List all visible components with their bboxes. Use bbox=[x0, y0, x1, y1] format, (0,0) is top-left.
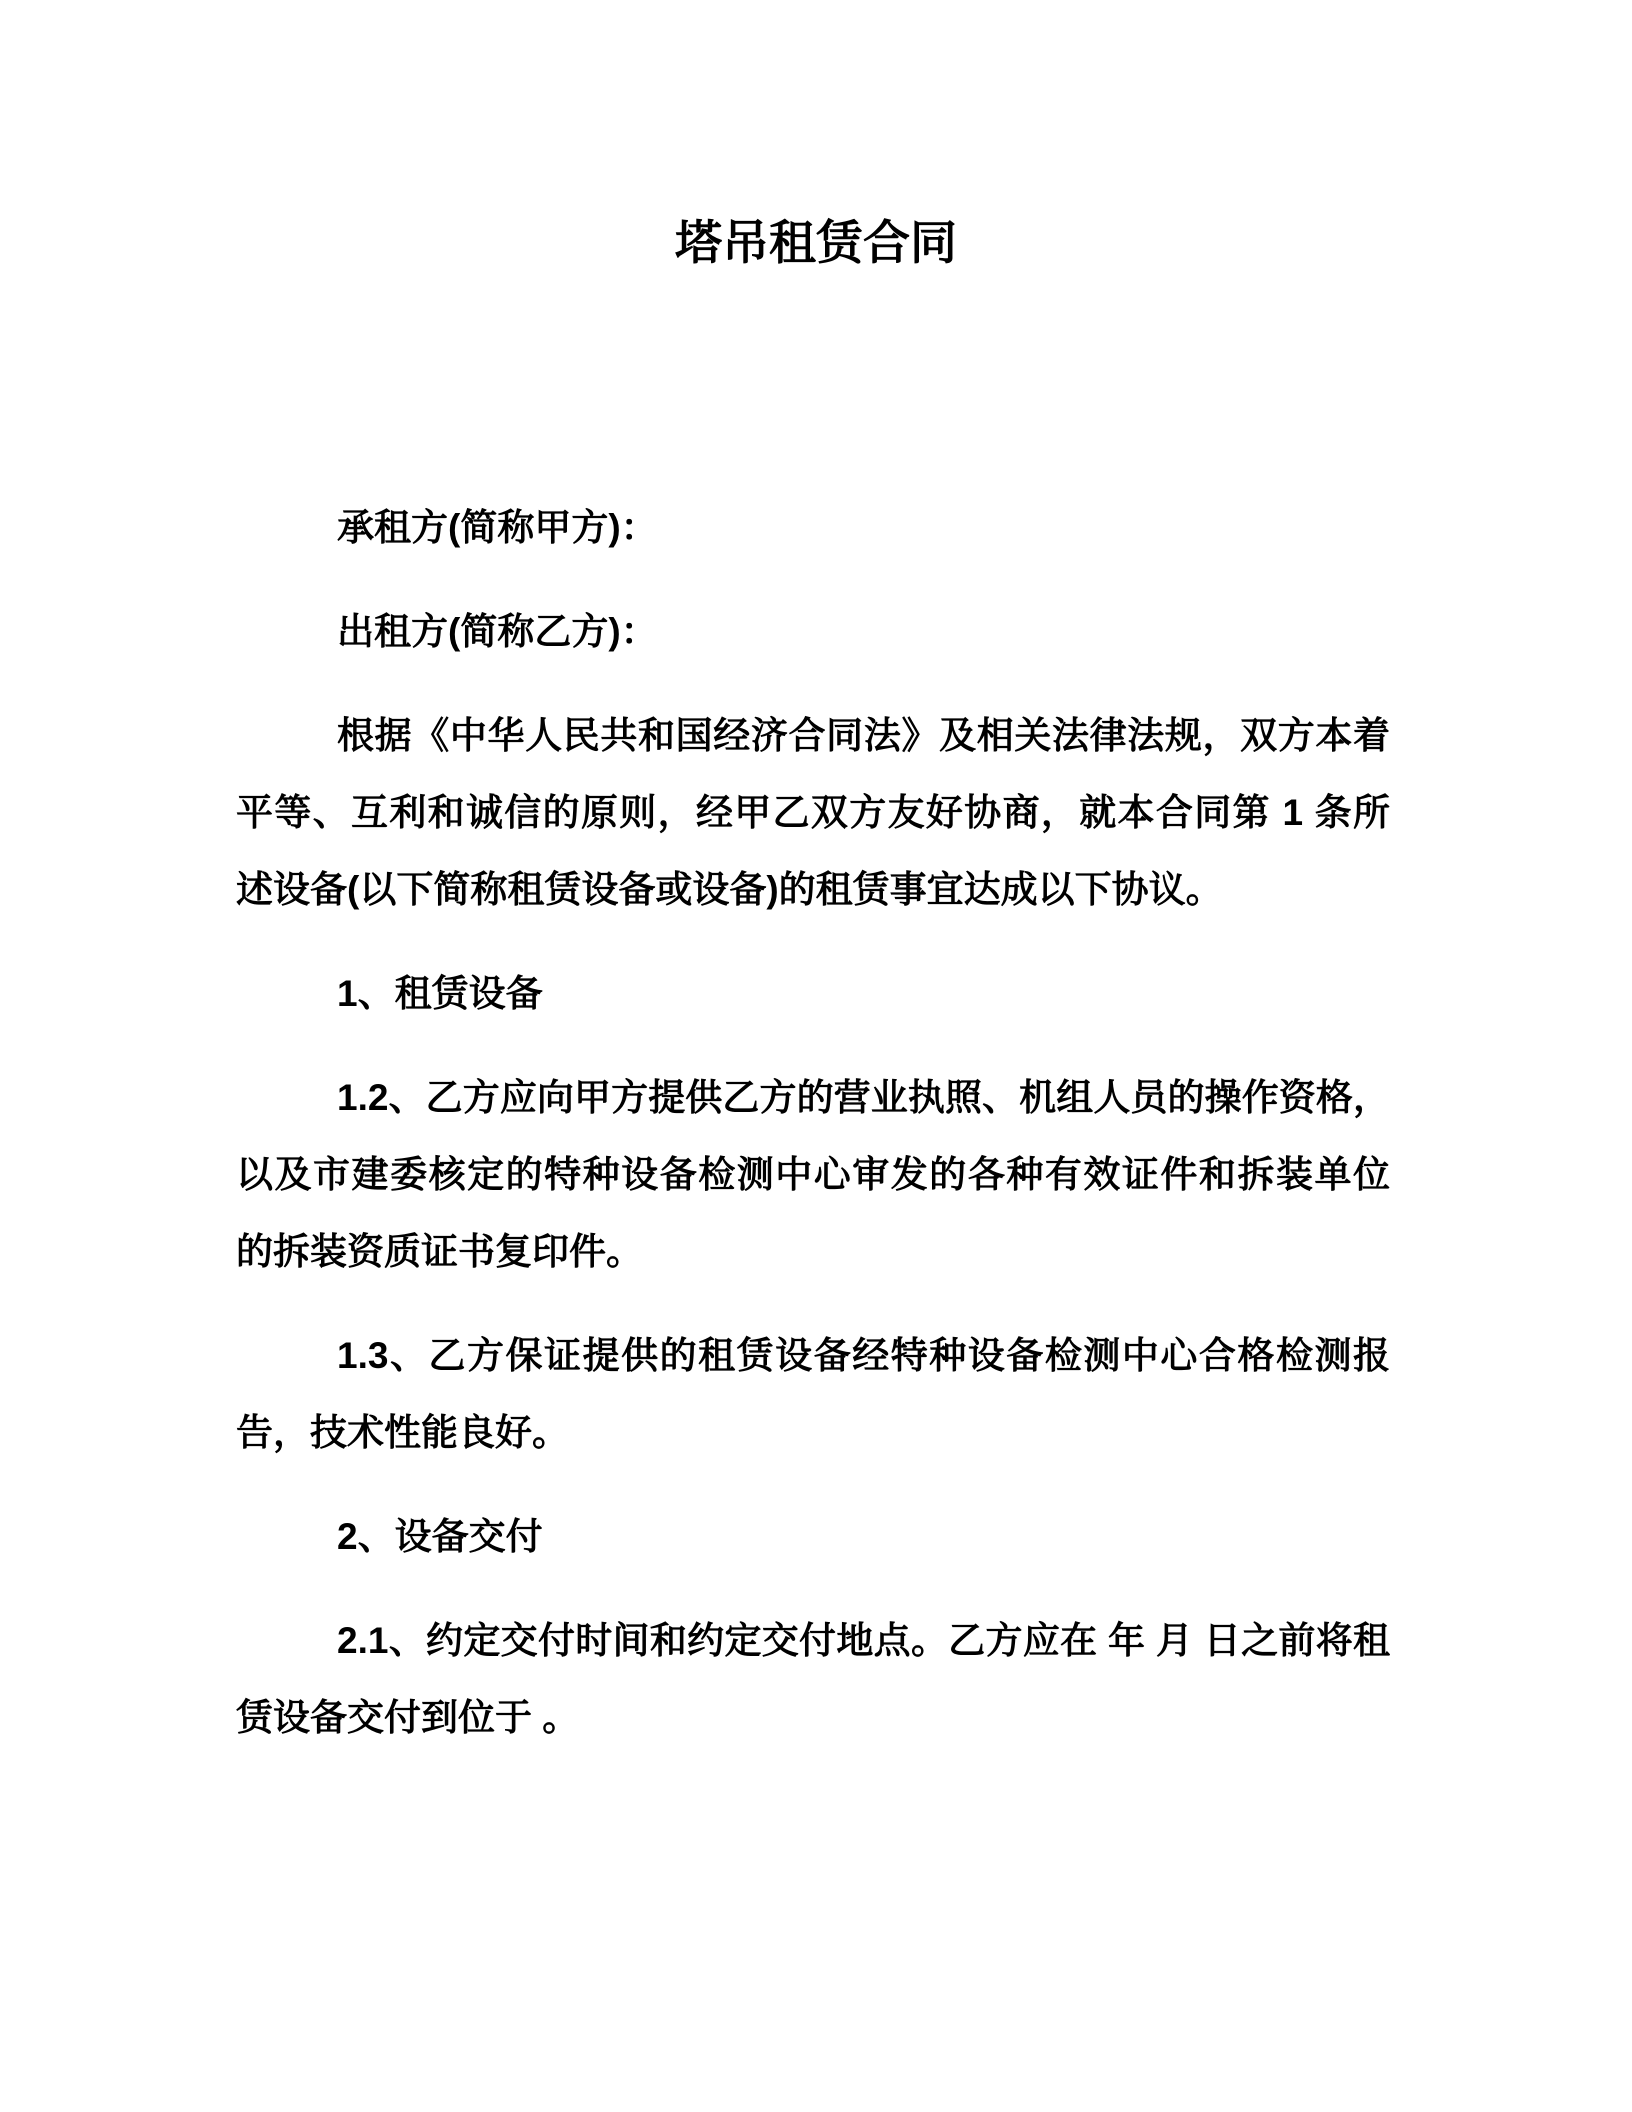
paragraph-line: 承租方(简称甲方)： bbox=[337, 507, 658, 548]
paragraph-line: 告，技术性能良好。 bbox=[236, 1412, 569, 1453]
paragraph-line: 赁设备交付到位于 。 bbox=[236, 1697, 580, 1738]
paragraph-line: 平等、互利和诚信的原则，经甲乙双方友好协商，就本合同第 1 条所 bbox=[236, 792, 1390, 833]
paragraph-line: 1.3、乙方保证提供的租赁设备经特种设备检测中心合格检测报 bbox=[337, 1335, 1390, 1376]
paragraph-line: 2、设备交付 bbox=[337, 1516, 543, 1557]
paragraph bbox=[236, 697, 1390, 928]
paragraph-line: 出租方(简称乙方)： bbox=[337, 611, 658, 652]
paragraph-line: 述设备(以下简称租赁设备或设备)的租赁事宜达成以下协议。 bbox=[236, 869, 1223, 910]
paragraph-line: 1、租赁设备 bbox=[337, 973, 543, 1014]
paragraph bbox=[236, 593, 1390, 670]
paragraph bbox=[236, 1498, 1390, 1575]
document-body bbox=[236, 489, 1390, 1783]
paragraph-line: 1.2、乙方应向甲方提供乙方的营业执照、机组人员的操作资格， bbox=[337, 1077, 1390, 1118]
document-title: 塔吊租赁合同 bbox=[675, 216, 957, 269]
paragraph bbox=[236, 1317, 1390, 1471]
paragraph-line: 以及市建委核定的特种设备检测中心审发的各种有效证件和拆装单位 bbox=[236, 1154, 1390, 1195]
paragraph-line: 根据《中华人民共和国经济合同法》及相关法律法规，双方本着 bbox=[337, 715, 1390, 756]
paragraph bbox=[236, 1602, 1390, 1756]
paragraph bbox=[236, 1059, 1390, 1290]
paragraph bbox=[236, 489, 1390, 566]
paragraph-line: 的拆装资质证书复印件。 bbox=[236, 1231, 643, 1272]
paragraph-line: 2.1、约定交付时间和约定交付地点。乙方应在 年 月 日之前将租 bbox=[337, 1620, 1390, 1661]
paragraph bbox=[236, 955, 1390, 1032]
